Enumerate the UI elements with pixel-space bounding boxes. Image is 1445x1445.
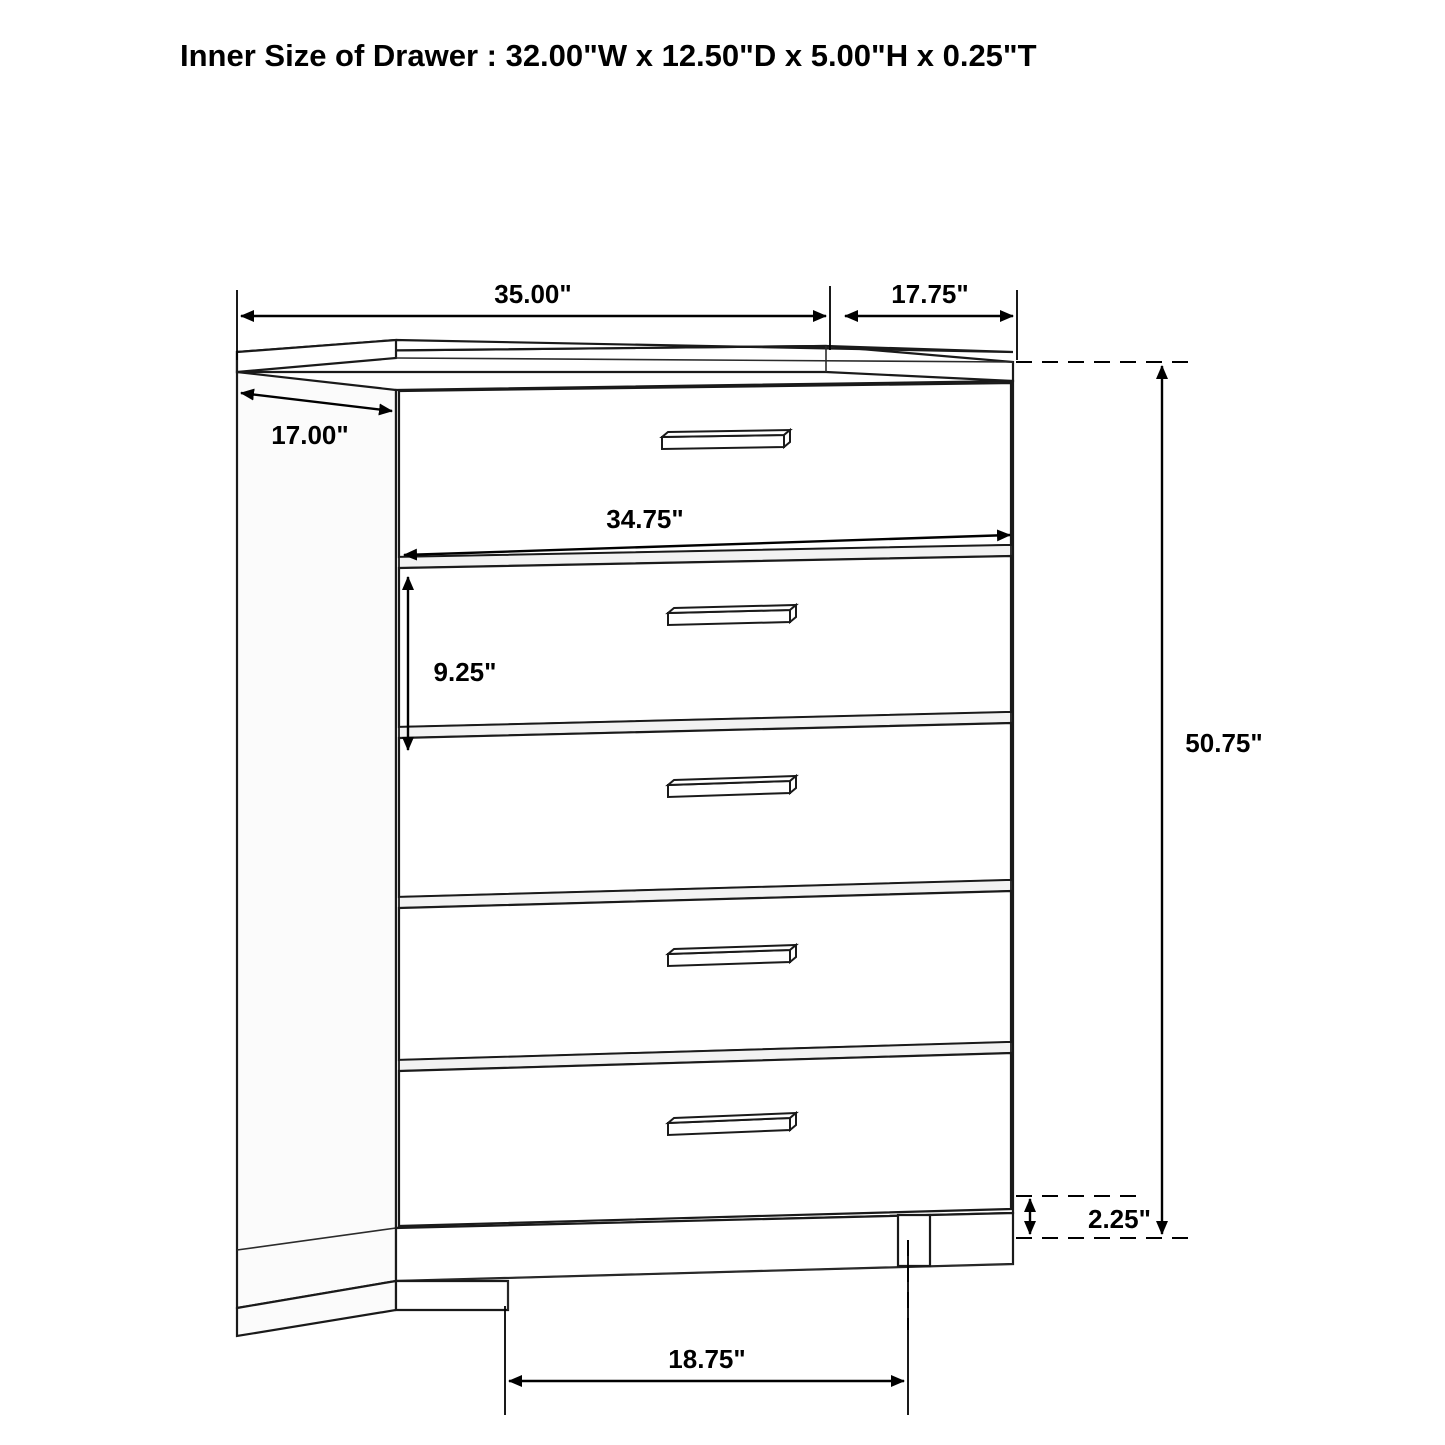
drawer-handle-4	[668, 945, 796, 966]
label-foot-offset: 18.75"	[668, 1344, 746, 1374]
drawer-front-2	[399, 556, 1011, 738]
drawer-handle-2	[668, 605, 796, 625]
page-title: Inner Size of Drawer : 32.00"W x 12.50"D x 5.00"H x 0.25"T	[180, 38, 1037, 73]
drawer-front-3	[399, 723, 1011, 908]
drawer-handle-3	[668, 776, 796, 797]
left-side-panel	[237, 372, 396, 1308]
label-top-width: 35.00"	[494, 279, 572, 309]
drawer-front-5	[399, 1053, 1011, 1226]
dimension-plinth-height	[1016, 1196, 1151, 1234]
cabinet-body	[237, 340, 1013, 1336]
label-side-depth: 17.00"	[271, 420, 349, 450]
drawer-front-4	[399, 891, 1011, 1071]
label-overall-height: 50.75"	[1185, 728, 1263, 758]
top-panel	[237, 340, 1013, 381]
drawer-front-1	[399, 383, 1011, 568]
label-drawer-width: 34.75"	[606, 504, 684, 534]
drawer-handle-1	[662, 430, 790, 449]
label-top-depth: 17.75"	[891, 279, 969, 309]
label-plinth-height: 2.25"	[1088, 1204, 1151, 1234]
label-drawer-height: 9.25"	[433, 657, 497, 687]
dimension-overall-height	[1016, 362, 1263, 1238]
